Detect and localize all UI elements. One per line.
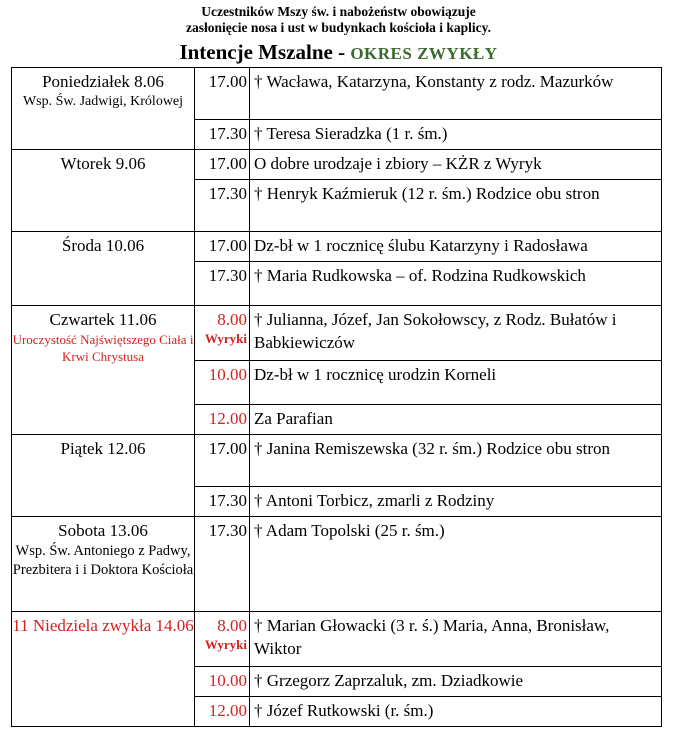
title-main: Intencje Mszalne - (179, 40, 351, 64)
table-row (12, 68, 662, 120)
table-row (12, 232, 662, 262)
mass-time: 17.30 (195, 262, 250, 306)
day-cell (12, 68, 195, 150)
mass-intention: † Julianna, Józef, Jan Sokołowscy, z Rodz. Bułatów i Babkiewiczów (250, 306, 662, 361)
day-name: 11 Niedziela zwykła 14.06 (12, 616, 194, 635)
mass-time: 10.00 (195, 667, 250, 697)
mass-time: 17.00 (195, 232, 250, 262)
mass-time: 17.30 (195, 517, 250, 612)
table-row (12, 435, 662, 487)
mass-time-value: 8.00 (217, 616, 247, 635)
day-name: Poniedziałek 8.06 (42, 72, 164, 91)
day-cell (12, 150, 195, 232)
day-cell (12, 612, 195, 727)
day-name: Środa 10.06 (61, 236, 145, 255)
table-row (12, 306, 662, 361)
day-name: Piątek 12.06 (60, 439, 146, 458)
mass-intention: Dz-bł w 1 rocznicę ślubu Katarzyny i Radosława (250, 232, 662, 262)
mass-time: 12.00 (195, 405, 250, 435)
day-subtitle: Wsp. Św. Antoniego z Padwy, Prezbitera i i Doktora Kościoła (12, 543, 194, 578)
day-cell (12, 517, 195, 612)
mass-intention: † Wacława, Katarzyna, Konstanty z rodz. Mazurków (250, 68, 662, 120)
title-period: OKRES ZWYKŁY (350, 44, 498, 63)
mass-time: 10.00 (195, 361, 250, 405)
day-subtitle: Uroczystość Najświętszego Ciała i Krwi Chrystusa (12, 332, 194, 364)
table-row (12, 517, 662, 612)
mass-time: 17.00 (195, 68, 250, 120)
day-cell (12, 306, 195, 435)
intentions-table (11, 67, 662, 727)
mass-time: 17.30 (195, 180, 250, 232)
mass-time: 17.30 (195, 487, 250, 517)
mass-time: 12.00 (195, 697, 250, 727)
day-cell (12, 435, 195, 517)
day-name: Sobota 13.06 (58, 521, 148, 540)
mass-intention: † Józef Rutkowski (r. śm.) (250, 697, 662, 727)
mass-time: 17.30 (195, 120, 250, 150)
table-row (12, 150, 662, 180)
mass-intention: † Henryk Kaźmieruk (12 r. śm.) Rodzice obu stron (250, 180, 662, 232)
mass-place: Wyryki (204, 331, 247, 346)
mass-time (195, 306, 250, 361)
mass-intention: Za Parafian (250, 405, 662, 435)
table-row (12, 612, 662, 667)
day-subtitle: Wsp. Św. Jadwigi, Królowej (22, 94, 184, 109)
day-cell (12, 232, 195, 306)
mass-intention: † Adam Topolski (25 r. śm.) (250, 517, 662, 612)
mass-intention: † Grzegorz Zaprzaluk, zm. Dziadkowie (250, 667, 662, 697)
mass-intention: † Maria Rudkowska – of. Rodzina Rudkowskich (250, 262, 662, 306)
day-name: Czwartek 11.06 (49, 310, 157, 329)
mass-intention: † Antoni Torbicz, zmarli z Rodziny (250, 487, 662, 517)
mass-intention: † Janina Remiszewska (32 r. śm.) Rodzice obu stron (250, 435, 662, 487)
page-title (0, 38, 677, 68)
notice-line-1: Uczestników Mszy św. i nabożeństw obowiązuje (201, 4, 476, 19)
mass-intention: † Teresa Sieradzka (1 r. śm.) (250, 120, 662, 150)
mass-place: Wyryki (204, 637, 247, 652)
mass-intention: † Marian Głowacki (3 r. ś.) Maria, Anna, Bronisław, Wiktor (250, 612, 662, 667)
mass-time: 17.00 (195, 150, 250, 180)
mass-time-value: 8.00 (217, 310, 247, 329)
notice-line-2: zasłonięcie nosa i ust w budynkach kościoła i kaplicy. (186, 20, 491, 35)
mass-time: 17.00 (195, 435, 250, 487)
mass-time (195, 612, 250, 667)
mass-intention: O dobre urodzaje i zbiory – KŻR z Wyryk (250, 150, 662, 180)
day-name: Wtorek 9.06 (60, 154, 146, 173)
mass-intention: Dz-bł w 1 rocznicę urodzin Korneli (250, 361, 662, 405)
